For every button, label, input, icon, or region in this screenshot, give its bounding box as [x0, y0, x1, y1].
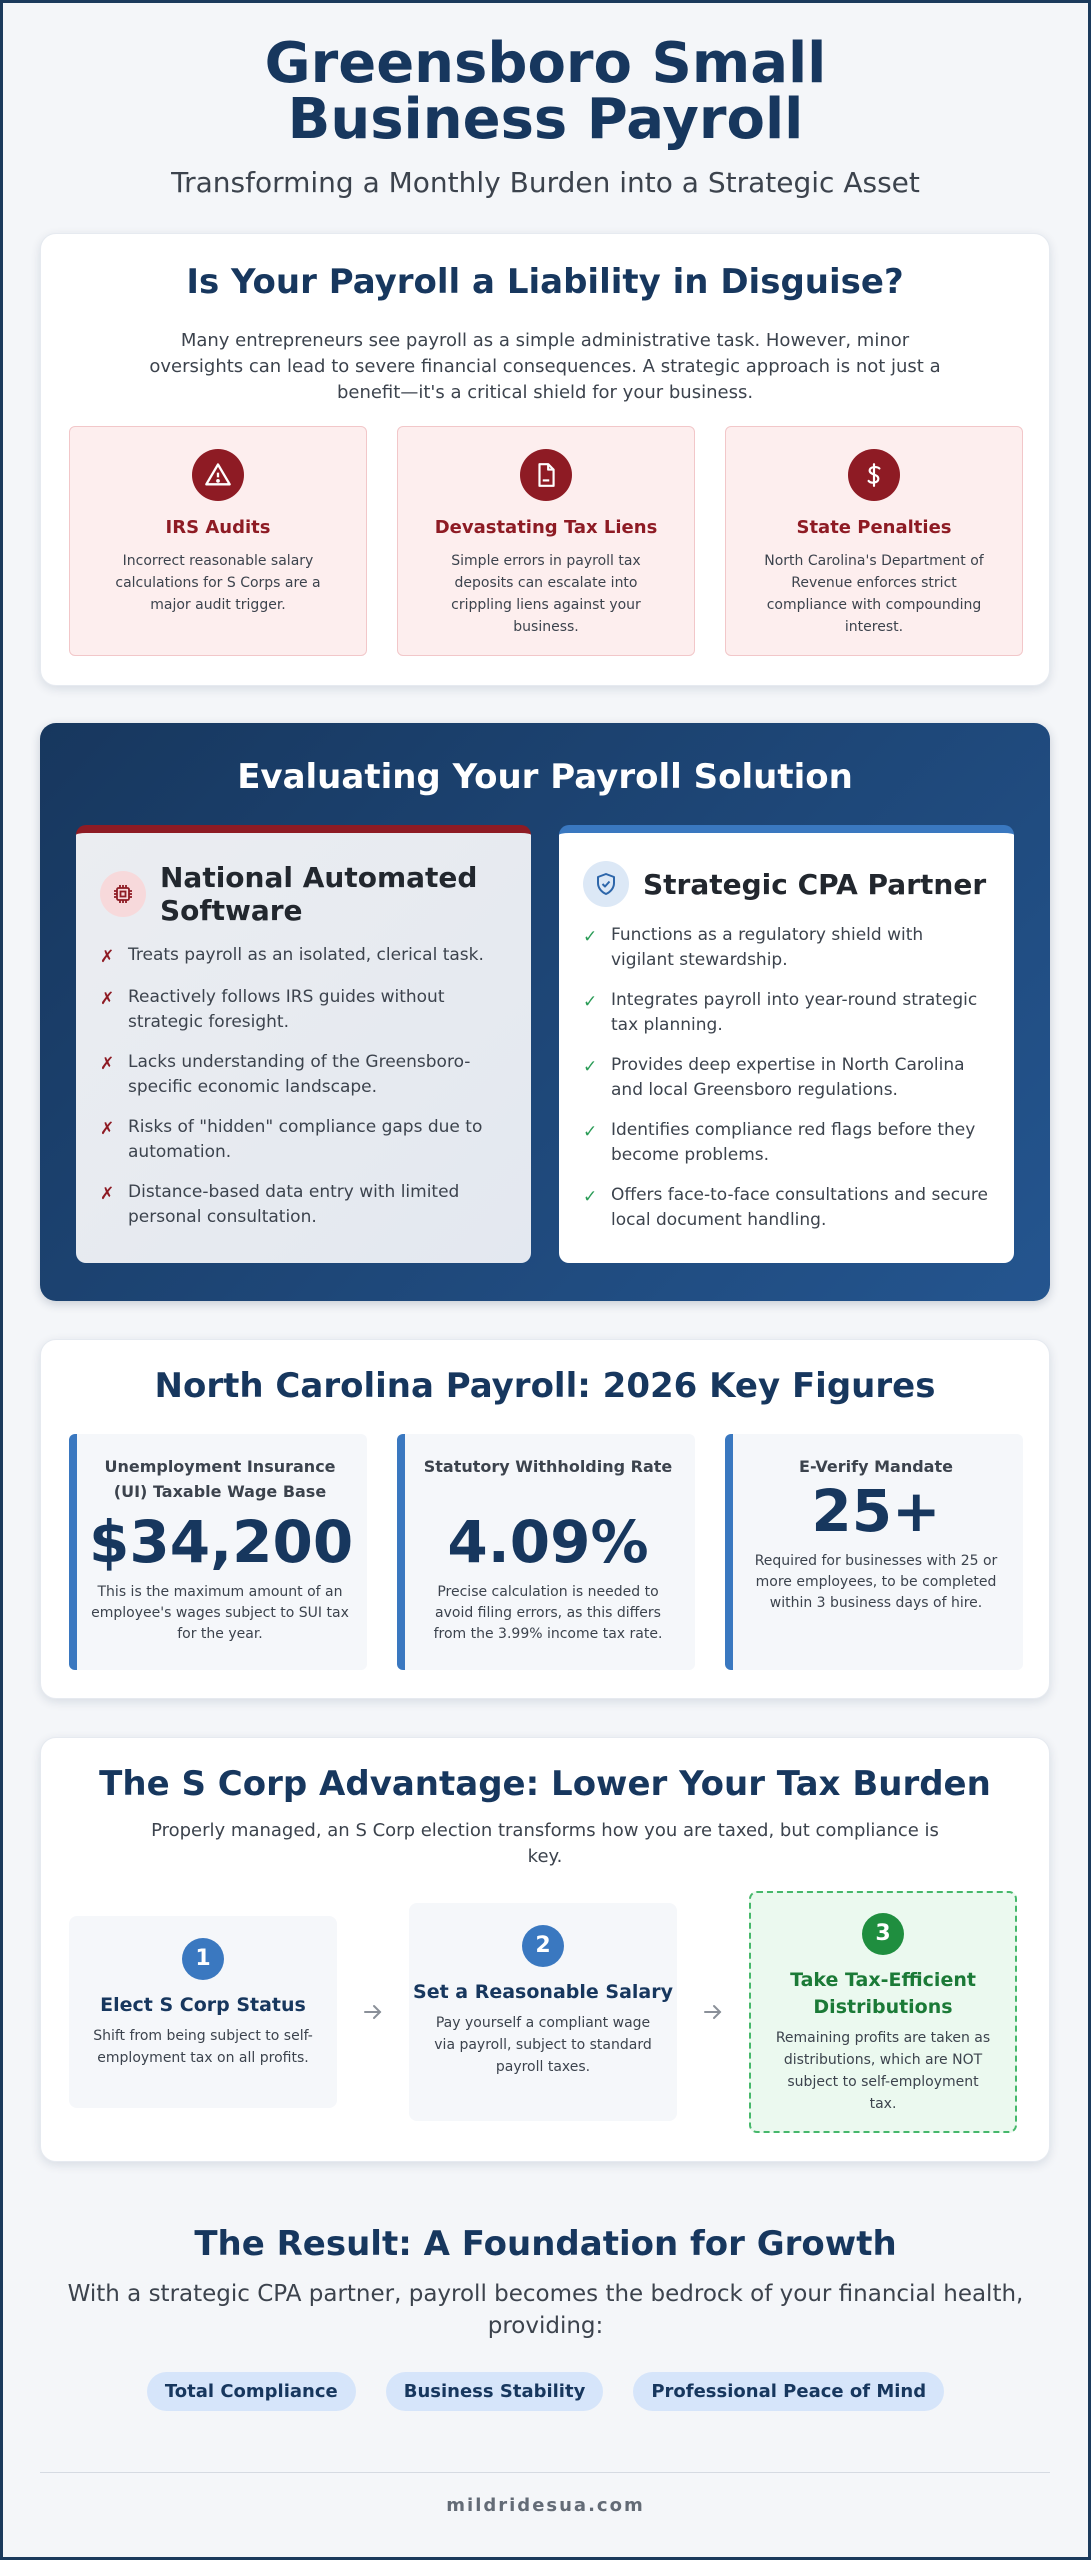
- risk-title: IRS Audits: [165, 517, 271, 538]
- list-item: ✗ Reactively follows IRS guides without strategic foresight.: [100, 985, 507, 1035]
- list-item: ✗ Distance-based data entry with limited personal consultation.: [100, 1180, 507, 1230]
- cpa-title: Strategic CPA Partner: [643, 867, 987, 901]
- list-item: ✓ Identifies compliance red flags before they become problems.: [583, 1118, 990, 1168]
- step-text: Pay yourself a compliant wage via payroll, subject to standard payroll taxes.: [434, 2015, 652, 2075]
- check-icon: ✓: [583, 1057, 598, 1077]
- figure-label: E-Verify Mandate: [799, 1457, 953, 1476]
- check-icon: ✓: [583, 1122, 598, 1142]
- list-item: ✓ Functions as a regulatory shield with vigilant stewardship.: [583, 923, 990, 973]
- risk-cards: [69, 426, 1023, 656]
- step-title: Elect S Corp Status: [100, 1994, 306, 2016]
- cross-icon: ✗: [100, 947, 115, 967]
- list-item: ✓ Offers face-to-face consultations and secure local document handling.: [583, 1183, 990, 1233]
- cross-icon: ✗: [100, 1054, 115, 1074]
- page-header: [0, 31, 1091, 199]
- step-card-elect: [69, 1916, 337, 2108]
- figure-value: 4.09%: [447, 1508, 649, 1576]
- result-pills: [0, 2372, 1091, 2411]
- page-title: Greensboro Small Business Payroll: [264, 31, 827, 152]
- risk-title: Devastating Tax Liens: [434, 517, 658, 538]
- step-number: 1: [182, 1938, 224, 1980]
- cpa-column: [559, 825, 1014, 1263]
- arrow-right-icon: [361, 2000, 385, 2024]
- figures-heading: North Carolina Payroll: 2026 Key Figures: [154, 1366, 936, 1406]
- figure-card-e-verify: [725, 1434, 1023, 1670]
- figure-text: Required for businesses with 25 or more employees, to be completed within 3 business days of hire.: [754, 1553, 998, 1611]
- step-title: Take Tax-Efficient Distributions: [790, 1969, 976, 2018]
- cross-icon: ✗: [100, 989, 115, 1009]
- pill-peace-of-mind: Professional Peace of Mind: [633, 2372, 944, 2411]
- footer-site: mildridesua.com: [446, 2495, 645, 2516]
- step-card-distributions: [749, 1891, 1017, 2133]
- check-icon: ✓: [583, 1187, 598, 1207]
- chip-icon: [100, 871, 146, 917]
- cross-icon: ✗: [100, 1119, 115, 1139]
- software-title: National Automated Software: [160, 861, 478, 927]
- figure-value: $34,200: [89, 1508, 354, 1576]
- result-heading: The Result: A Foundation for Growth: [194, 2224, 897, 2264]
- list-item: ✗ Risks of "hidden" compliance gaps due to automation.: [100, 1115, 507, 1165]
- figure-card-withholding-rate: [397, 1434, 695, 1670]
- figure-cards: [69, 1434, 1023, 1670]
- step-title: Set a Reasonable Salary: [413, 1981, 673, 2003]
- page-subtitle: Transforming a Monthly Burden into a Strategic Asset: [171, 166, 920, 199]
- risk-text: North Carolina's Department of Revenue enforces strict compliance with compounding interest.: [764, 553, 984, 635]
- list-item: ✓ Integrates payroll into year-round strategic tax planning.: [583, 988, 990, 1038]
- figure-label: Statutory Withholding Rate: [423, 1457, 673, 1476]
- risk-card-tax-liens: [397, 426, 695, 656]
- cross-icon: ✗: [100, 1184, 115, 1204]
- figure-card-ui-wage-base: [69, 1434, 367, 1670]
- risk-text: Incorrect reasonable salary calculations for S Corps are a major audit trigger.: [115, 553, 321, 613]
- risk-text: Simple errors in payroll tax deposits can escalate into crippling liens against your business.: [451, 553, 641, 635]
- software-list: [100, 943, 507, 1230]
- software-column: [76, 825, 531, 1263]
- arrow-right-icon: [701, 2000, 725, 2024]
- figure-text: This is the maximum amount of an employee's wages subject to SUI tax for the year.: [91, 1584, 349, 1642]
- cpa-list: [583, 923, 990, 1233]
- list-item: ✗ Lacks understanding of the Greensboro-specific economic landscape.: [100, 1050, 507, 1100]
- step-text: Shift from being subject to self-employment tax on all profits.: [93, 2028, 313, 2066]
- result-section: [0, 2224, 1091, 2411]
- liability-heading: Is Your Payroll a Liability in Disguise?: [186, 262, 904, 302]
- figure-label: Unemployment Insurance (UI) Taxable Wage Base: [104, 1457, 336, 1501]
- footer-divider: [40, 2472, 1050, 2473]
- step-number: 2: [522, 1925, 564, 1967]
- liability-section: [40, 233, 1050, 686]
- pill-business-stability: Business Stability: [386, 2372, 604, 2411]
- step-text: Remaining profits are taken as distributions, which are NOT subject to self-employment tax.: [775, 2030, 991, 2112]
- list-item: ✗ Treats payroll as an isolated, clerical task.: [100, 943, 507, 970]
- figure-value: 25+: [811, 1477, 941, 1545]
- dollar-icon: [848, 449, 900, 501]
- figure-text: Precise calculation is needed to avoid filing errors, as this differs from the 3.99% income tax rate.: [433, 1584, 663, 1642]
- risk-card-irs-audits: [69, 426, 367, 656]
- risk-title: State Penalties: [796, 517, 952, 538]
- check-icon: ✓: [583, 927, 598, 947]
- evaluation-heading: Evaluating Your Payroll Solution: [237, 757, 853, 797]
- evaluation-section: [40, 723, 1050, 1301]
- list-item: ✓ Provides deep expertise in North Carolina and local Greensboro regulations.: [583, 1053, 990, 1103]
- step-card-salary: [409, 1903, 677, 2121]
- result-text: With a strategic CPA partner, payroll becomes the bedrock of your financial health, providing:: [67, 2281, 1024, 2339]
- scorp-heading: The S Corp Advantage: Lower Your Tax Burden: [99, 1764, 991, 1804]
- liability-intro: Many entrepreneurs see payroll as a simple administrative task. However, minor oversights can lead to severe financial consequences. A strategic approach is not just a benefit—it's a critical shield for your business.: [149, 330, 941, 403]
- scorp-section: [40, 1737, 1050, 2162]
- comparison-columns: [76, 825, 1014, 1263]
- figures-section: [40, 1339, 1050, 1699]
- scorp-intro: Properly managed, an S Corp election transforms how you are taxed, but compliance is key.: [151, 1820, 939, 1867]
- warning-icon: [192, 449, 244, 501]
- check-icon: ✓: [583, 992, 598, 1012]
- step-number: 3: [862, 1913, 904, 1955]
- risk-card-state-penalties: [725, 426, 1023, 656]
- document-icon: [520, 449, 572, 501]
- pill-total-compliance: Total Compliance: [147, 2372, 356, 2411]
- shield-check-icon: [583, 861, 629, 907]
